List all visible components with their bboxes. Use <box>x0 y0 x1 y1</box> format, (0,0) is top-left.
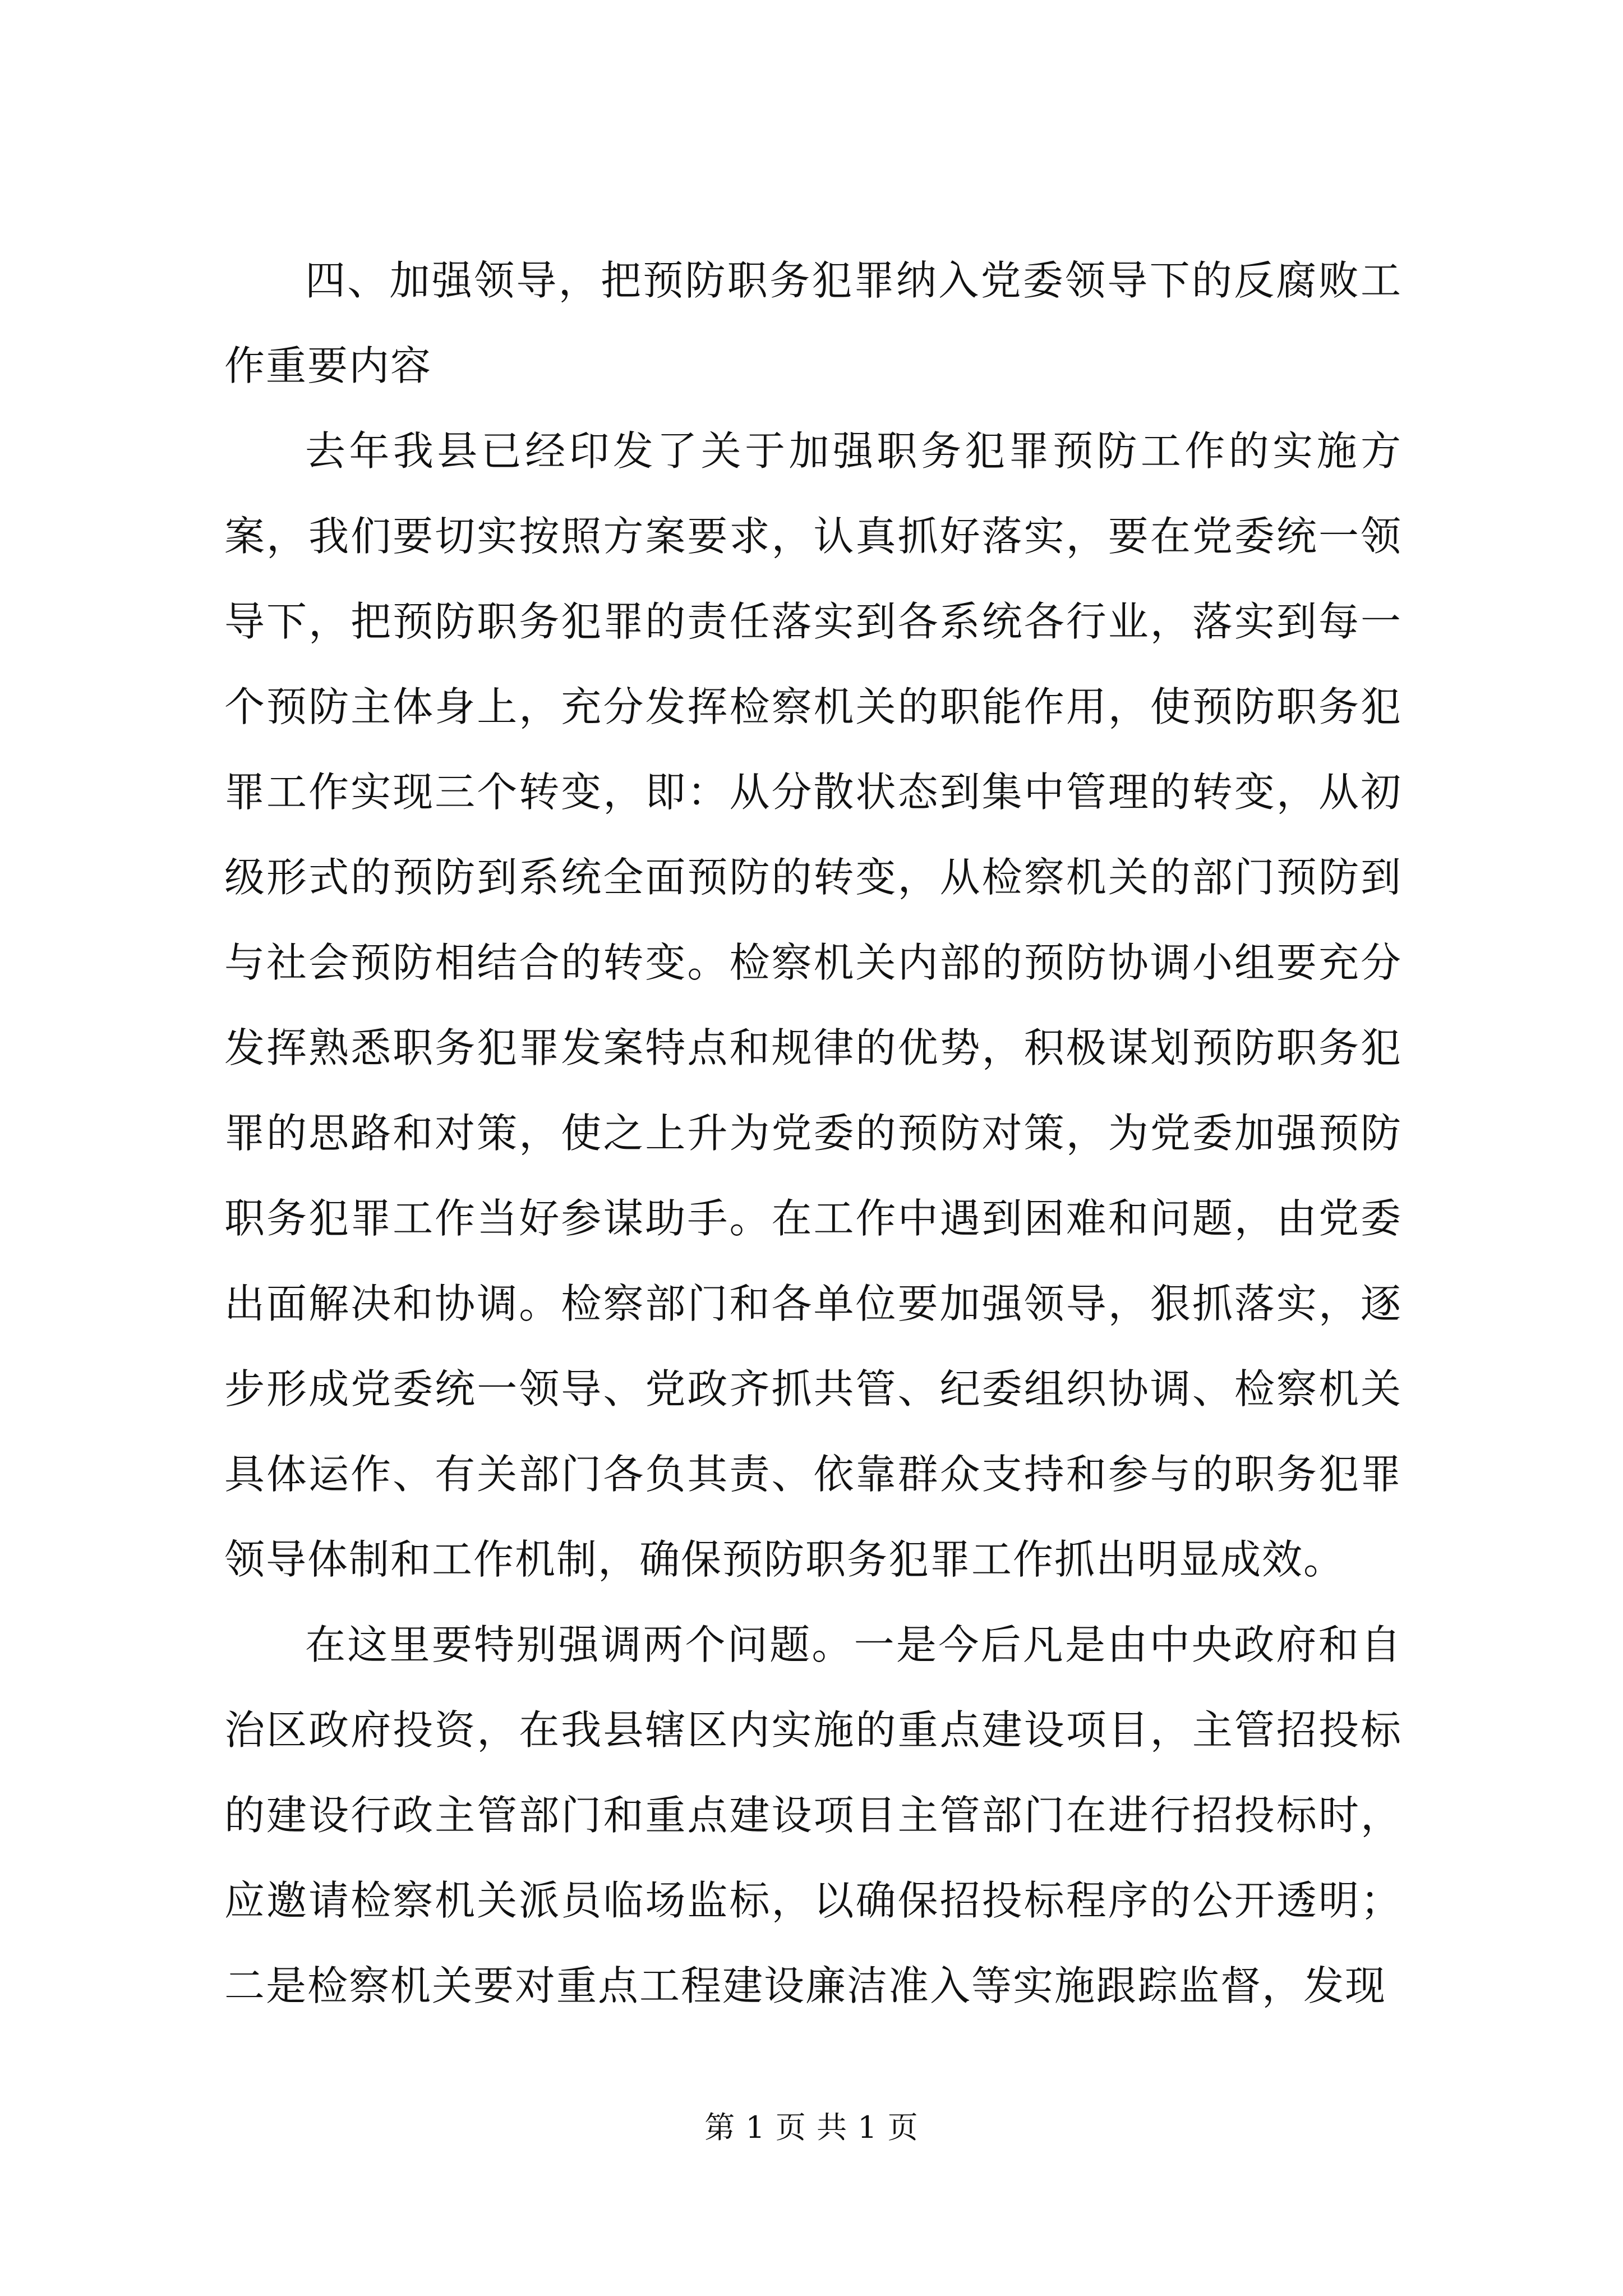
document-body <box>224 238 1402 2028</box>
body-paragraph-2: 在这里要特别强调两个问题。一是今后凡是由中央政府和自治区政府投资，在我县辖区内实施的重点建设项目，主管招投标的建设行政主管部门和重点建设项目主管部门在进行招投标时，应邀请检察机关派员临场监标，以确保招投标程序的公开透明；二是检察机关要对重点工程建设廉洁准入等实施跟踪监督，发现 <box>224 1621 1402 2009</box>
body-paragraph-1: 去年我县已经印发了关于加强职务犯罪预防工作的实施方案，我们要切实按照方案要求，认真抓好落实，要在党委统一领导下，把预防职务犯罪的责任落实到各系统各行业，落实到每一个预防主体身上，充分发挥检察机关的职能作用，使预防职务犯罪工作实现三个转变，即：从分散状态到集中管理的转变，从初级形式的预防到系统全面预防的转变，从检察机关的部门预防到与社会预防相结合的转变。检察机关内部的预防协调小组要充分发挥熟悉职务犯罪发案特点和规律的优势，积极谋划预防职务犯罪的思路和对策，使之上升为党委的预防对策，为党委加强预防职务犯罪工作当好参谋助手。在工作中遇到困难和问题，由党委出面解决和协调。检察部门和各单位要加强领导，狠抓落实，逐步形成党委统一领导、党政齐抓共管、纪委组织协调、检察机关具体运作、有关部门各负其责、依靠群众支持和参与的职务犯罪领导体制和工作机制，确保预防职务犯罪工作抓出明显成效。 <box>224 427 1402 1583</box>
page-footer: 第 1 页 共 1 页 <box>704 2110 919 2145</box>
section-heading: 四、加强领导，把预防职务犯罪纳入党委领导下的反腐败工作重要内容 <box>224 257 1402 389</box>
